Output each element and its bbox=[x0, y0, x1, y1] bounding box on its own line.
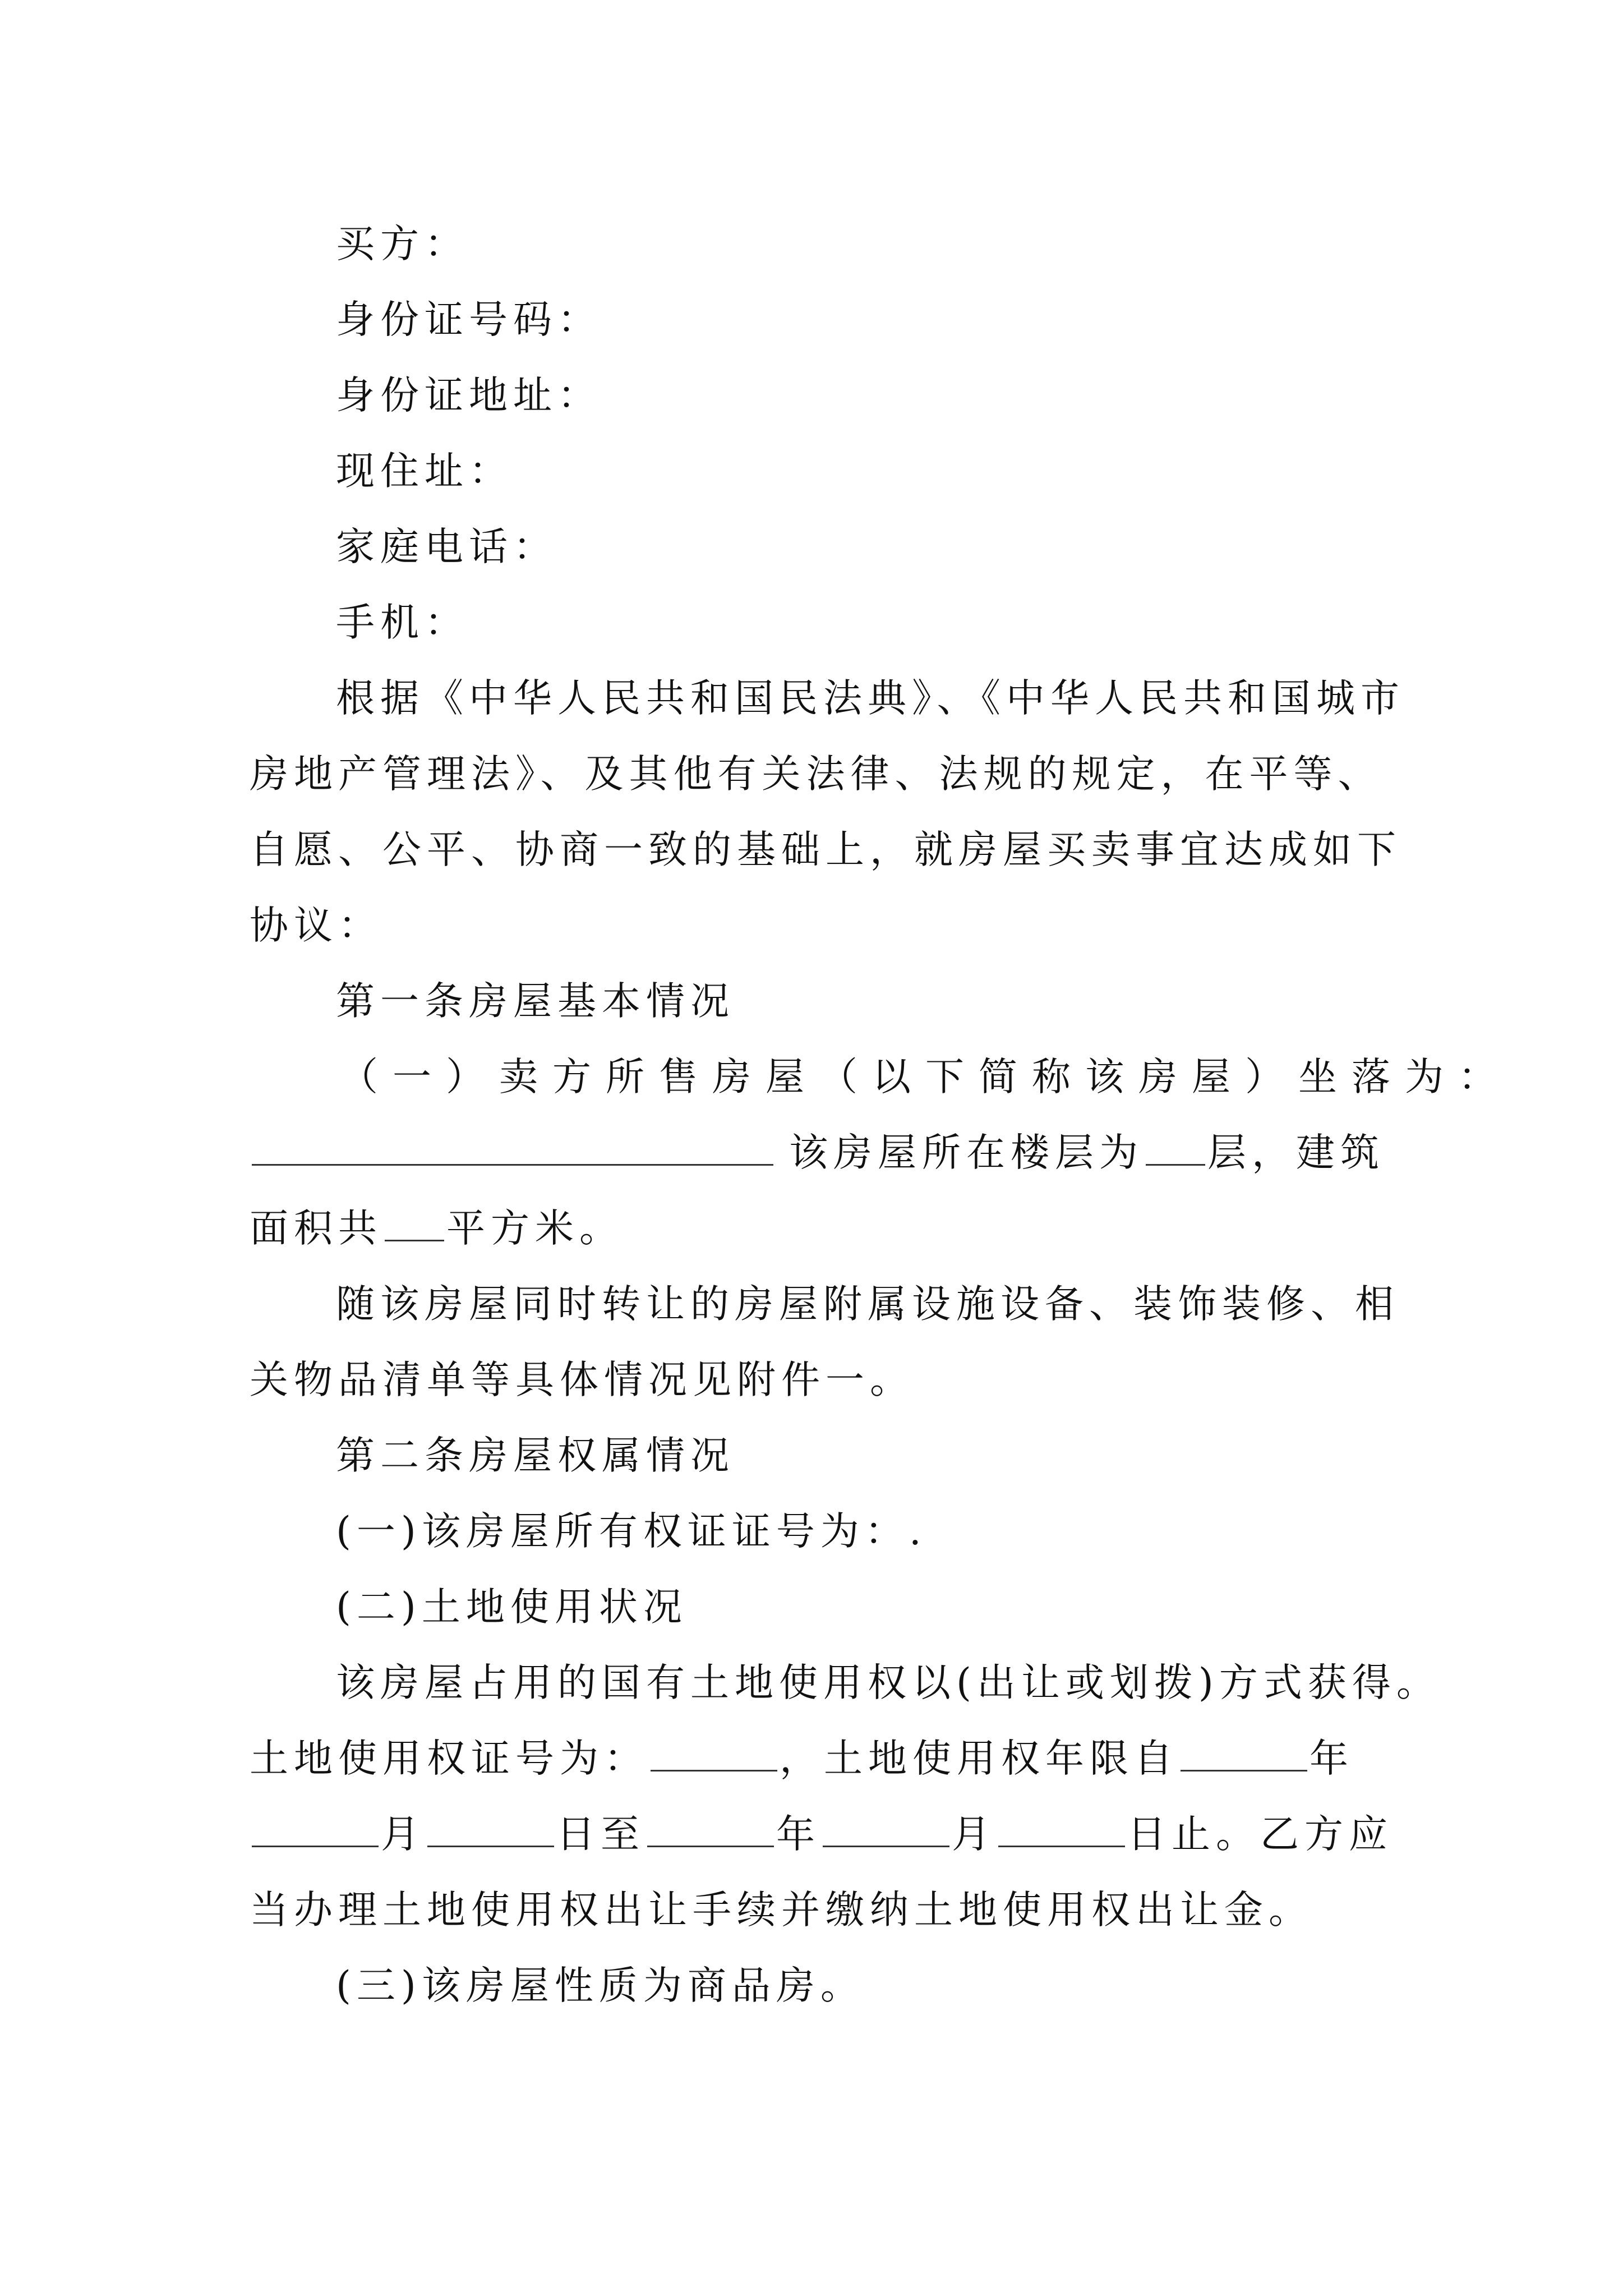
start-month-label: 月 bbox=[381, 1812, 425, 1857]
preamble-line-4: 协议： bbox=[250, 903, 382, 948]
preamble-line-3: 自愿、公平、协商一致的基础上，就房屋买卖事宜达成如下 bbox=[250, 827, 1401, 872]
address-blank bbox=[252, 1129, 773, 1166]
land-term-label: ，土地使用权年限自 bbox=[780, 1736, 1178, 1781]
article-1-floor-line bbox=[250, 1125, 1385, 1181]
start-year-label: 年 bbox=[1310, 1736, 1354, 1781]
mobile-label: 手机： bbox=[336, 600, 469, 645]
article-1-item-1: （一）卖方所售房屋（以下简称该房屋）坐落为： bbox=[339, 1055, 1511, 1099]
current-address-label: 现住址： bbox=[336, 449, 513, 494]
land-cert-blank bbox=[651, 1735, 777, 1772]
article-2-item-3: (三)该房屋性质为商品房。 bbox=[336, 1963, 865, 2008]
article-2-title: 第二条房屋权属情况 bbox=[336, 1433, 735, 1478]
land-cert-label: 土地使用权证号为： bbox=[250, 1736, 648, 1781]
end-year-label: 年 bbox=[776, 1812, 820, 1857]
buyer-label: 买方： bbox=[336, 222, 469, 266]
preamble-line-2: 房地产管理法》、及其他有关法律、法规的规定，在平等、 bbox=[250, 752, 1382, 797]
end-month-label: 月 bbox=[952, 1812, 996, 1857]
start-year-blank bbox=[1181, 1735, 1307, 1772]
start-day-label: 日至 bbox=[556, 1812, 645, 1857]
id-address-label: 身份证地址： bbox=[336, 373, 602, 418]
floor-suffix: 层，建筑 bbox=[1207, 1130, 1385, 1175]
start-day-blank bbox=[427, 1811, 554, 1847]
id-number-label: 身份证号码： bbox=[336, 297, 602, 342]
start-month-blank bbox=[252, 1811, 379, 1847]
article-1-title: 第一条房屋基本情况 bbox=[336, 979, 735, 1024]
land-line-3 bbox=[250, 1806, 1393, 1862]
land-line-4: 当办理土地使用权出让手续并缴纳土地使用权出让金。 bbox=[250, 1888, 1313, 1932]
end-month-blank bbox=[823, 1811, 949, 1847]
article-1-area-line bbox=[250, 1200, 1377, 1257]
area-suffix: 平方米。 bbox=[446, 1206, 624, 1251]
preamble-line-1: 根据《中华人民共和国民法典》、《中华人民共和国城市 bbox=[336, 676, 1405, 721]
home-phone-label: 家庭电话： bbox=[336, 524, 557, 569]
area-label: 面积共 bbox=[250, 1206, 382, 1251]
floor-blank bbox=[1146, 1129, 1205, 1166]
land-line-1: 该房屋占用的国有土地使用权以(出让或划拨)方式获得。 bbox=[336, 1660, 1441, 1705]
floor-label: 该房屋所在楼层为 bbox=[789, 1130, 1144, 1175]
land-line-2 bbox=[250, 1731, 1377, 1787]
attachment-line-1: 随该房屋同时转让的房屋附属设施设备、装饰装修、相 bbox=[336, 1282, 1399, 1327]
end-day-blank bbox=[998, 1811, 1125, 1847]
attachment-line-2: 关物品清单等具体情况见附件一。 bbox=[250, 1358, 914, 1402]
end-year-blank bbox=[647, 1811, 774, 1847]
article-2-item-1: (一)该房屋所有权证证号为：. bbox=[336, 1509, 927, 1554]
area-blank bbox=[385, 1205, 444, 1241]
end-day-label: 日止。乙方应 bbox=[1127, 1812, 1393, 1857]
article-2-item-2: (二)土地使用状况 bbox=[336, 1585, 688, 1630]
